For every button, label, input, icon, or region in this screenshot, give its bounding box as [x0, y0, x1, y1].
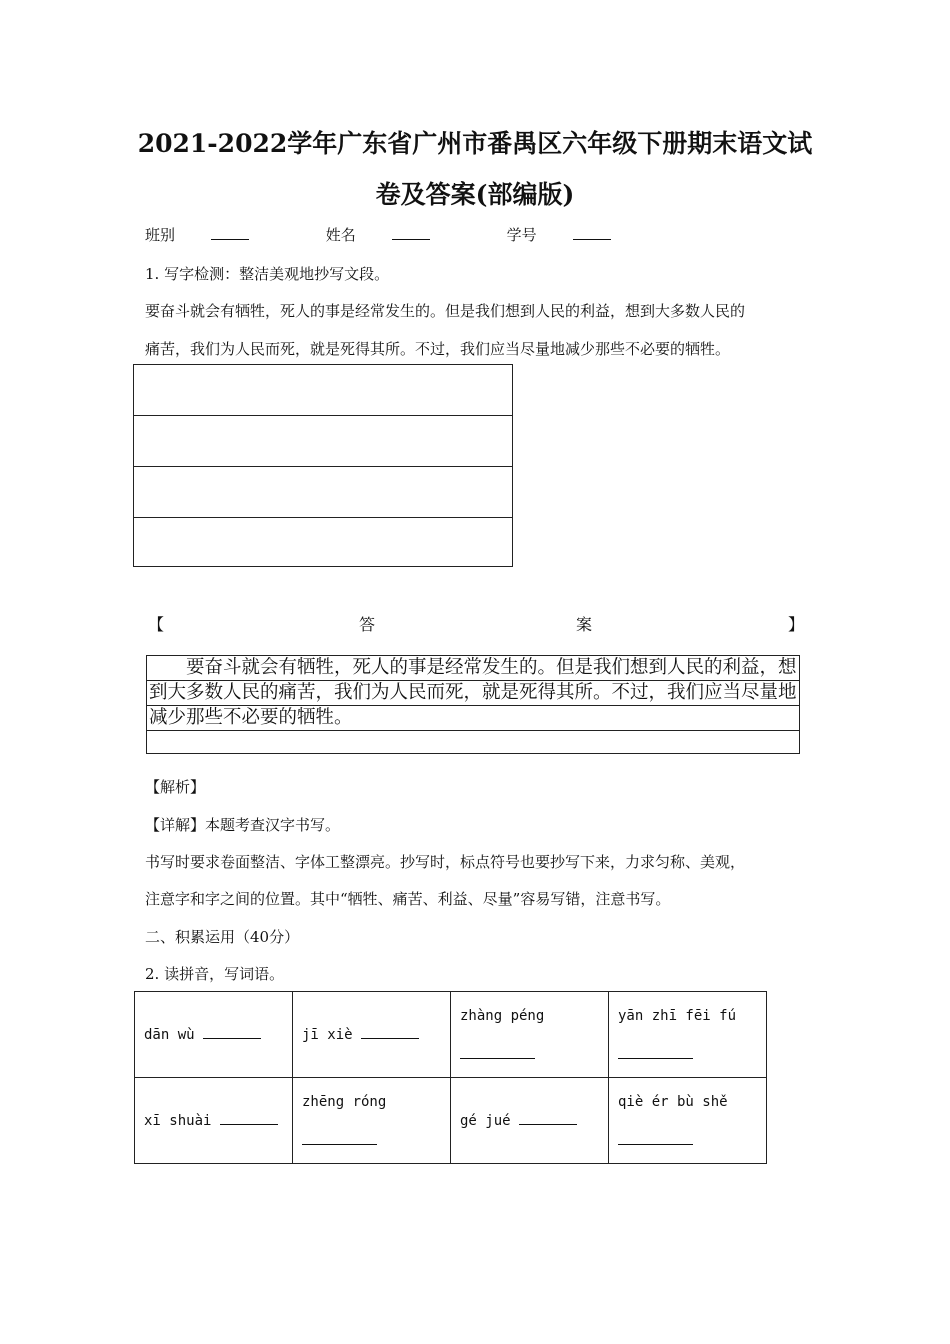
answer-row: 减少那些不必要的牺牲。 — [147, 706, 799, 731]
writing-row[interactable] — [134, 365, 512, 416]
answer-blank[interactable] — [519, 1112, 577, 1125]
writing-row[interactable] — [134, 518, 512, 568]
pinyin-cell: zhàng péng — [451, 992, 609, 1078]
document-title-line-1: 2021-2022学年广东省广州市番禺区六年级下册期末语文试 — [137, 129, 813, 158]
answer-blank[interactable] — [361, 1026, 419, 1039]
name-field: 姓名 — [326, 226, 466, 244]
pinyin-cell: zhēng róng — [293, 1078, 451, 1164]
pinyin-table — [134, 991, 767, 1164]
answer-left-bracket: 【 — [148, 615, 165, 634]
class-field: 班别 — [145, 226, 285, 244]
student-id-blank[interactable] — [573, 225, 611, 240]
student-info-fields — [145, 224, 683, 245]
pinyin-cell: jī xiè — [293, 992, 451, 1078]
pinyin-cell: gé jué — [451, 1078, 609, 1164]
question-2-prompt: 2. 读拼音，写词语。 — [145, 965, 285, 983]
answer-blank[interactable] — [618, 1046, 693, 1059]
analysis-paragraph-line-2: 注意字和字之间的位置。其中“牺牲、痛苦、利益、尽量”容易写错，注意书写。 — [145, 890, 671, 908]
table-row — [135, 992, 767, 1078]
section-2-heading: 二、积累运用（40分） — [145, 928, 300, 946]
pinyin-cell: dān wù — [135, 992, 293, 1078]
student-id-field: 学号 — [507, 226, 647, 244]
answer-handwriting-box — [146, 655, 800, 754]
answer-row: 要奋斗就会有牺牲，死人的事是经常发生的。但是我们想到人民的利益，想 — [147, 656, 799, 681]
answer-char-1: 答 — [359, 615, 376, 634]
analysis-detail: 【详解】本题考查汉字书写。 — [145, 816, 341, 834]
name-blank[interactable] — [392, 225, 430, 240]
pinyin-cell: xī shuài — [135, 1078, 293, 1164]
writing-row[interactable] — [134, 416, 512, 467]
answer-char-2: 案 — [576, 615, 593, 634]
answer-blank[interactable] — [618, 1132, 693, 1145]
table-row — [135, 1078, 767, 1164]
analysis-paragraph-line-1: 书写时要求卷面整洁、字体工整漂亮。抄写时，标点符号也要抄写下来，力求匀称、美观， — [145, 853, 746, 871]
question-1-text-line-1: 要奋斗就会有牺牲，死人的事是经常发生的。但是我们想到人民的利益，想到大多数人民的 — [145, 302, 746, 320]
class-blank[interactable] — [211, 225, 249, 240]
question-1-prompt: 1. 写字检测：整洁美观地抄写文段。 — [145, 265, 390, 283]
writing-row[interactable] — [134, 467, 512, 518]
answer-row: 到大多数人民的痛苦，我们为人民而死，就是死得其所。不过，我们应当尽量地 — [147, 681, 799, 706]
copy-writing-box[interactable] — [133, 364, 513, 567]
answer-right-bracket: 】 — [788, 615, 805, 634]
answer-blank[interactable] — [302, 1132, 377, 1145]
analysis-heading: 【解析】 — [145, 778, 206, 796]
pinyin-cell: yān zhī fēi fú — [609, 992, 767, 1078]
document-title-line-2: 卷及答案(部编版) — [375, 180, 575, 209]
answer-blank[interactable] — [460, 1046, 535, 1059]
pinyin-cell: qiè ér bù shě — [609, 1078, 767, 1164]
answer-row — [147, 731, 799, 755]
answer-blank[interactable] — [203, 1026, 261, 1039]
question-1-text-line-2: 痛苦，我们为人民而死，就是死得其所。不过，我们应当尽量地减少那些不必要的牺牲。 — [145, 340, 731, 358]
answer-blank[interactable] — [220, 1112, 278, 1125]
